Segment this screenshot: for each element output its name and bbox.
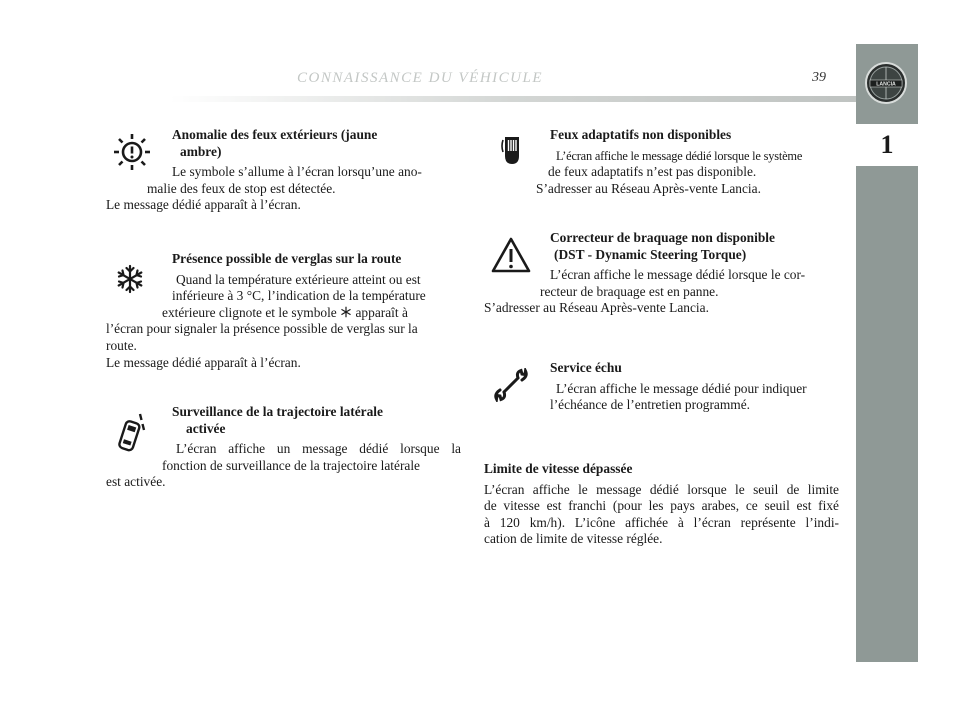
body-line: est activée.	[106, 474, 166, 490]
running-header: CONNAISSANCE DU VÉHICULE	[297, 70, 543, 86]
body-line: L’écran affiche le message dédié pour indiquer	[556, 380, 807, 396]
body-line: cation de limite de vitesse réglée.	[484, 531, 663, 547]
body-line: S’adresser au Réseau Après-vente Lancia.	[536, 180, 761, 196]
section-adaptive-lights	[484, 127, 839, 197]
section-service	[484, 360, 839, 414]
section-exterior-lights	[106, 127, 461, 214]
section-title: Anomalie des feux extérieurs (jaune	[172, 127, 378, 142]
body-line: L’écran affiche le message dédié lorsque le seuil de limite	[484, 481, 839, 497]
section-dst	[484, 230, 839, 317]
body-line: L’écran affiche le message dédié lorsque le cor-	[550, 267, 806, 283]
header-rule	[170, 96, 856, 102]
body-line	[106, 305, 461, 322]
body-line: Quand la température extérieure atteint ou est	[176, 271, 421, 287]
section-title: activée	[186, 420, 226, 436]
section-title: Surveillance de la trajectoire latérale	[172, 404, 383, 419]
body-line: S’adresser au Réseau Après-vente Lancia.	[484, 300, 709, 316]
chapter-tab	[856, 120, 918, 170]
section-title: ambre)	[180, 143, 222, 159]
body-line: l’échéance de l’entretien programmé.	[550, 397, 751, 413]
section-title: Présence possible de verglas sur la route	[172, 251, 402, 266]
section-title: (DST - Dynamic Steering Torque)	[554, 246, 747, 262]
chapter-number: 1	[880, 130, 894, 159]
body-line: recteur de braquage est en panne.	[540, 283, 719, 299]
body-text: apparaît à	[355, 304, 408, 320]
body-line: l’écran pour signaler la présence possible de verglas sur la	[106, 321, 418, 337]
lancia-logo	[864, 61, 908, 105]
body-line: malie des feux de stop est détectée.	[147, 180, 336, 196]
section-title: Service échu	[550, 360, 622, 375]
section-title: Correcteur de braquage non disponible	[550, 230, 775, 245]
body-line: inférieure à 3 °C, l’indication de la température	[172, 288, 426, 304]
body-line: de feux adaptatifs n’est pas disponible.	[548, 164, 757, 180]
section-title: Limite de vitesse dépassée	[484, 461, 633, 476]
snowflake-inline-icon	[340, 306, 352, 318]
body-line: L’écran affiche le message dédié lorsque le système	[556, 148, 803, 163]
page-number: 39	[812, 70, 826, 85]
logo-text: LANCIA	[876, 81, 896, 88]
body-text: extérieure clignote et le symbole	[162, 304, 337, 320]
section-lane	[106, 404, 461, 491]
section-title: Feux adaptatifs non disponibles	[550, 127, 732, 142]
body-line: Le symbole s’allume à l’écran lorsqu’une ano-	[172, 164, 422, 180]
body-line: Le message dédié apparaît à l’écran.	[106, 354, 301, 370]
section-ice	[106, 251, 461, 371]
body-line: Le message dédié apparaît à l’écran.	[106, 197, 301, 213]
body-line: L’écran affiche un message dédié lorsque la	[176, 441, 461, 457]
body-line: route.	[106, 337, 137, 353]
body-line: fonction de surveillance de la trajectoire latérale	[162, 457, 421, 473]
section-speed-limit	[484, 461, 839, 548]
body-line: à 120 km/h). L’icône affichée à l’écran représente l’indi-	[484, 514, 839, 530]
body-line: de vitesse est franchi (pour les pays arabes, ce seuil est fixé	[484, 498, 839, 514]
